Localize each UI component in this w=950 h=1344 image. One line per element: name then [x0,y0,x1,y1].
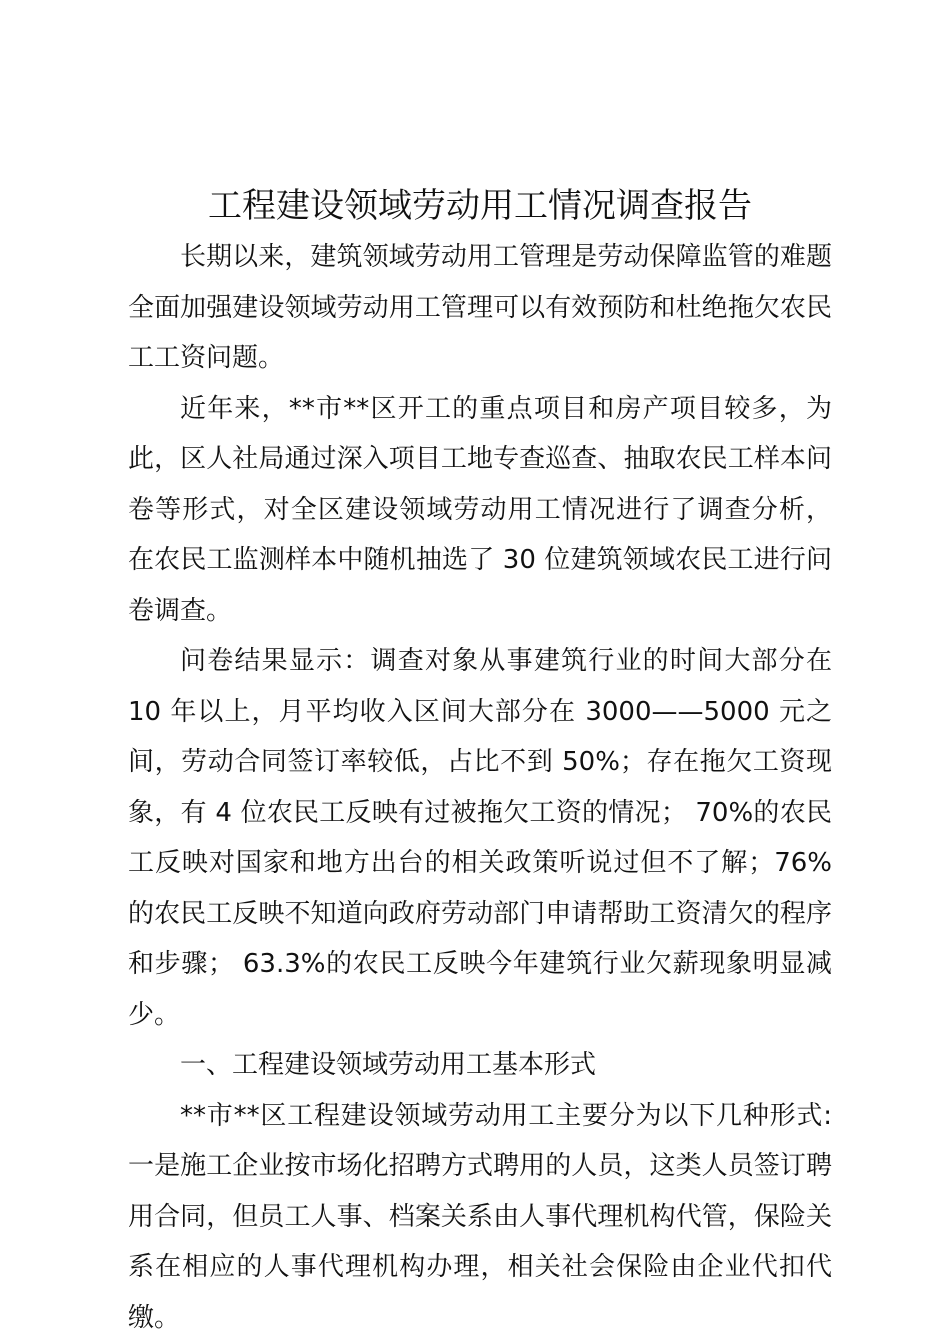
document-title: 工程建设领域劳动用工情况调查报告 [208,186,752,226]
paragraph-survey-background: 近年来，**市**区开工的重点项目和房产项目较多，为此，区人社局通过深入项目工地专查巡查、抽取农民工样本问卷等形式，对全区建设领域劳动用工情况进行了调查分析， 在农民工监测样本中随机抽选了 30 位建筑领域农民工进行问卷调查。 [128,393,832,626]
paragraph-employment-forms: **市**区工程建设领域劳动用工主要分为以下几种形式:一是施工企业按市场化招聘方式聘用的人员，这类人员签订聘用合同，但员工人事、档案关系由人事代理机构代管，保险关系在相应的人事代理机构办理，相关社会保险由企业代扣代缴。 [128,1100,832,1333]
paragraph-survey-results: 问卷结果显示：调查对象从事建筑行业的时间大部分在 10 年以上，月平均收入区间大部分在 3000——5000 元之间，劳动合同签订率较低，占比不到 50%；存在拖欠工资现象，有 4 位农民工反映有过被拖欠工资的情况； 70%的农民工反映对国家和地方出台的相关政策听说过但不了解；76%的农民工反映不知道向政府劳动部门申请帮助工资清欠的程序和步骤； 63.3%的农民工反映今年建筑行业欠薪现象明显减少。 [128,646,832,1030]
section-heading-1: 一、工程建设领域劳动用工基本形式 [180,1050,597,1080]
document-body [128,232,832,1343]
paragraph-intro: 长期以来，建筑领域劳动用工管理是劳动保障监管的难题全面加强建设领域劳动用工管理可以有效预防和杜绝拖欠农民工工资问题。 [128,242,832,373]
